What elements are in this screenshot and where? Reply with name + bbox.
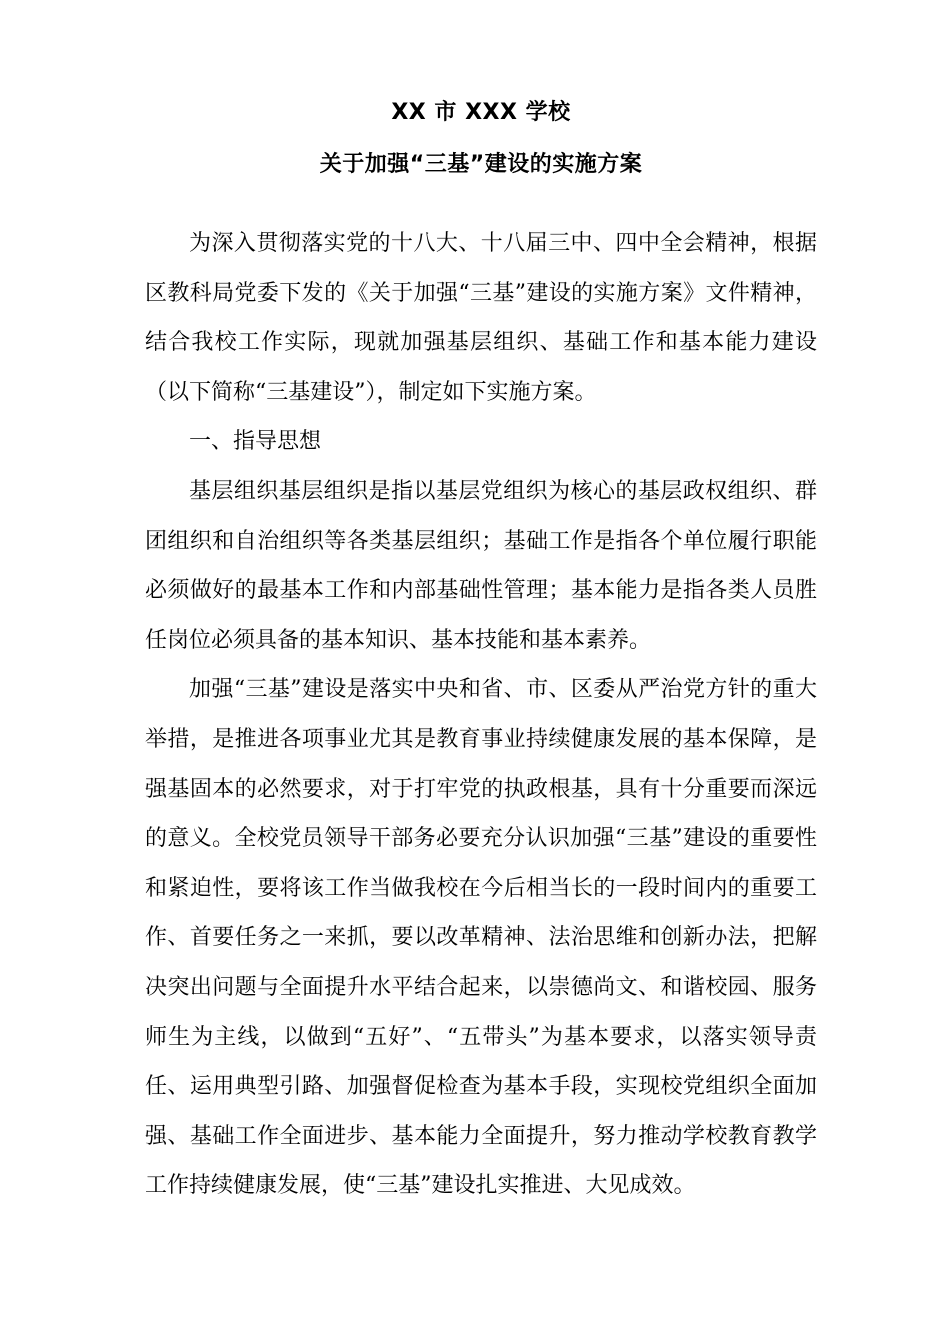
document-title-line-2: 关于加强“三基”建设的实施方案	[319, 152, 643, 177]
paragraph-definitions: 基层组织基层组织是指以基层党组织为核心的基层政权组织、群团组织和自治组织等各类基层组织；基础工作是指各个单位履行职能必须做好的最基本工作和内部基础性管理；基本能力是指各类人员胜任岗位必须具备的基本知识、基本技能和基本素养。	[145, 478, 817, 653]
document-text	[145, 219, 817, 1211]
document-title-line-1: XX 市 XXX 学校	[391, 100, 571, 125]
document-body	[145, 98, 817, 1211]
paragraph-intro: 为深入贯彻落实党的十八大、十八届三中、四中全会精神，根据区教科局党委下发的《关于加强“三基”建设的实施方案》文件精神，结合我校工作实际，现就加强基层组织、基础工作和基本能力建设（以下简称“三基建设”），制定如下实施方案。	[145, 231, 817, 405]
paragraph-significance: 加强“三基”建设是落实中央和省、市、区委从严治党方针的重大举措，是推进各项事业尤其是教育事业持续健康发展的基本保障，是强基固本的必然要求，对于打牢党的执政根基，具有十分重要而深远的意义。全校党员领导干部务必要充分认识加强“三基”建设的重要性和紧迫性，要将该工作当做我校在今后相当长的一段时间内的重要工作、首要任务之一来抓，要以改革精神、法治思维和创新办法，把解决突出问题与全面提升水平结合起来，以崇德尚文、和谐校园、服务师生为主线，以做到“五好”、“五带头”为基本要求，以落实领导责任、运用典型引路、加强督促检查为基本手段，实现校党组织全面加强、基础工作全面进步、基本能力全面提升，努力推动学校教育教学工作持续健康发展，使“三基”建设扎实推进、大见成效。	[145, 677, 817, 1199]
section-heading-guiding-ideology: 一、指导思想	[189, 429, 322, 455]
